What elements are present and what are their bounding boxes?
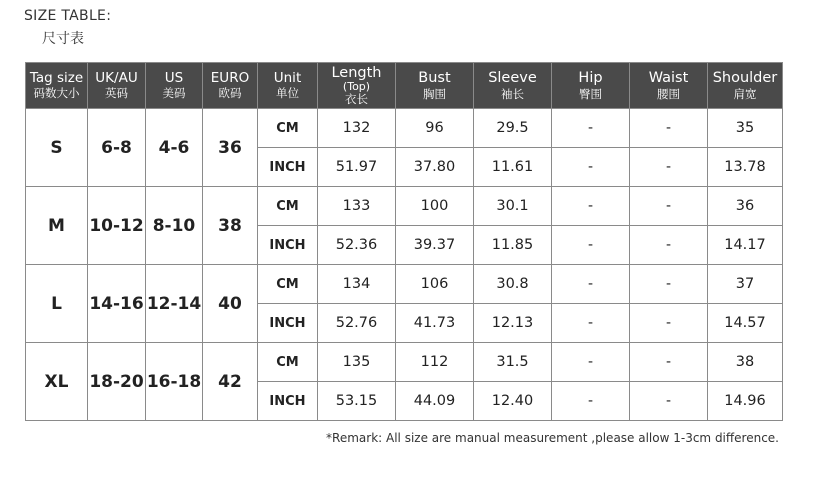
sleeve-cell: 11.61 <box>474 148 552 187</box>
waist-cell: - <box>630 109 708 148</box>
waist-cell: - <box>630 226 708 265</box>
title-english: SIZE TABLE: <box>24 8 112 24</box>
waist-cell: - <box>630 304 708 343</box>
bust-cell: 106 <box>396 265 474 304</box>
uk-au-cell: 6-8 <box>88 109 146 187</box>
unit-cell: INCH <box>258 382 318 421</box>
sleeve-cell: 30.1 <box>474 187 552 226</box>
tag-size-cell: L <box>26 265 88 343</box>
bust-cell: 112 <box>396 343 474 382</box>
length-cell: 133 <box>318 187 396 226</box>
remark-note: *Remark: All size are manual measurement ,please allow 1-3cm difference. <box>326 431 779 445</box>
length-cell: 51.97 <box>318 148 396 187</box>
waist-cell: - <box>630 187 708 226</box>
shoulder-cell: 36 <box>708 187 783 226</box>
unit-cell: INCH <box>258 148 318 187</box>
us-cell: 12-14 <box>146 265 203 343</box>
us-cell: 16-18 <box>146 343 203 421</box>
unit-cell: CM <box>258 187 318 226</box>
hip-cell: - <box>552 148 630 187</box>
euro-cell: 40 <box>203 265 258 343</box>
waist-cell: - <box>630 382 708 421</box>
header-waist: Waist 腰围 <box>630 63 708 109</box>
header-bust: Bust 胸围 <box>396 63 474 109</box>
length-cell: 132 <box>318 109 396 148</box>
header-row <box>26 63 783 109</box>
length-cell: 52.36 <box>318 226 396 265</box>
hip-cell: - <box>552 343 630 382</box>
header-unit: Unit 单位 <box>258 63 318 109</box>
table-row <box>26 265 783 304</box>
uk-au-cell: 14-16 <box>88 265 146 343</box>
sleeve-cell: 29.5 <box>474 109 552 148</box>
sleeve-cell: 31.5 <box>474 343 552 382</box>
header-uk-au: UK/AU 英码 <box>88 63 146 109</box>
unit-cell: INCH <box>258 304 318 343</box>
table-row <box>26 187 783 226</box>
bust-cell: 37.80 <box>396 148 474 187</box>
hip-cell: - <box>552 187 630 226</box>
unit-cell: INCH <box>258 226 318 265</box>
unit-cell: CM <box>258 343 318 382</box>
title-block <box>24 8 111 48</box>
uk-au-cell: 10-12 <box>88 187 146 265</box>
waist-cell: - <box>630 265 708 304</box>
header-us: US 美码 <box>146 63 203 109</box>
bust-cell: 100 <box>396 187 474 226</box>
shoulder-cell: 37 <box>708 265 783 304</box>
euro-cell: 38 <box>203 187 258 265</box>
sleeve-cell: 11.85 <box>474 226 552 265</box>
sleeve-cell: 30.8 <box>474 265 552 304</box>
length-cell: 53.15 <box>318 382 396 421</box>
length-cell: 52.76 <box>318 304 396 343</box>
length-cell: 135 <box>318 343 396 382</box>
waist-cell: - <box>630 343 708 382</box>
table-row <box>26 109 783 148</box>
shoulder-cell: 14.57 <box>708 304 783 343</box>
unit-cell: CM <box>258 109 318 148</box>
tag-size-cell: S <box>26 109 88 187</box>
hip-cell: - <box>552 265 630 304</box>
shoulder-cell: 14.96 <box>708 382 783 421</box>
euro-cell: 42 <box>203 343 258 421</box>
shoulder-cell: 35 <box>708 109 783 148</box>
hip-cell: - <box>552 109 630 148</box>
sleeve-cell: 12.13 <box>474 304 552 343</box>
bust-cell: 41.73 <box>396 304 474 343</box>
header-hip: Hip 臀围 <box>552 63 630 109</box>
shoulder-cell: 14.17 <box>708 226 783 265</box>
length-cell: 134 <box>318 265 396 304</box>
hip-cell: - <box>552 304 630 343</box>
us-cell: 4-6 <box>146 109 203 187</box>
euro-cell: 36 <box>203 109 258 187</box>
us-cell: 8-10 <box>146 187 203 265</box>
tag-size-cell: M <box>26 187 88 265</box>
bust-cell: 39.37 <box>396 226 474 265</box>
header-euro: EURO 欧码 <box>203 63 258 109</box>
header-length: Length (Top) 衣长 <box>318 63 396 109</box>
sleeve-cell: 12.40 <box>474 382 552 421</box>
table-row <box>26 343 783 382</box>
header-shoulder: Shoulder 肩宽 <box>708 63 783 109</box>
uk-au-cell: 18-20 <box>88 343 146 421</box>
hip-cell: - <box>552 226 630 265</box>
size-table <box>25 62 783 421</box>
unit-cell: CM <box>258 265 318 304</box>
shoulder-cell: 38 <box>708 343 783 382</box>
bust-cell: 96 <box>396 109 474 148</box>
header-sleeve: Sleeve 袖长 <box>474 63 552 109</box>
hip-cell: - <box>552 382 630 421</box>
waist-cell: - <box>630 148 708 187</box>
tag-size-cell: XL <box>26 343 88 421</box>
shoulder-cell: 13.78 <box>708 148 783 187</box>
bust-cell: 44.09 <box>396 382 474 421</box>
header-tag-size: Tag size 码数大小 <box>26 63 88 109</box>
title-chinese: 尺寸表 <box>42 31 84 47</box>
